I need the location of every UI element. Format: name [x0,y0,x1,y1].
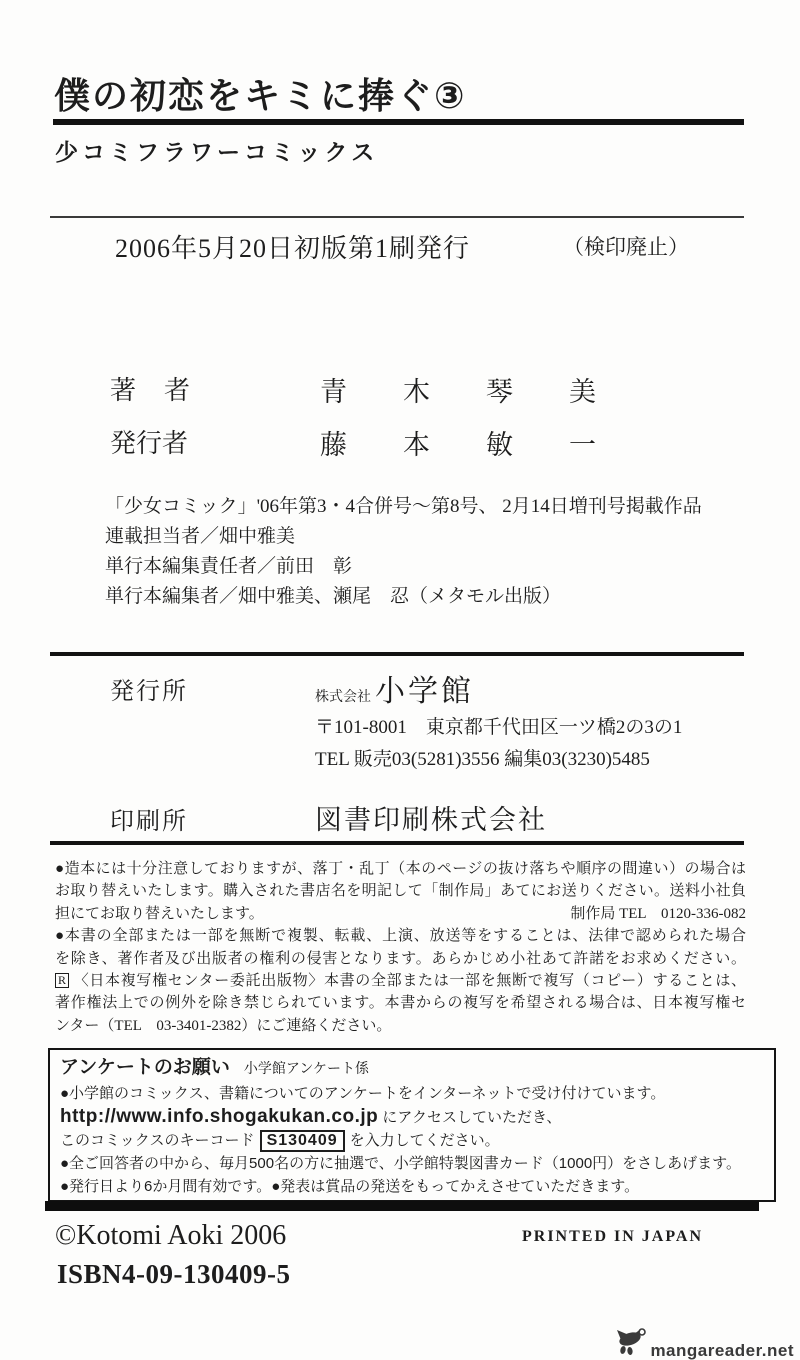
footer-black-bar [45,1201,759,1211]
survey-line-prize: ●全ご回答者の中から、毎月500名の方に抽選で、小学館特製図書カード（1000円）をさしあげます。 [60,1155,741,1172]
legal-line: お取り替えいたします。購入された書店名を明記して「制作局」あてにお送りください。送料小社負 [55,883,746,900]
publishing-company [315,666,474,710]
watermark-text: mangareader.net [650,1341,794,1360]
copy-rights-text: 〈日本複写権センター委託出版物〉本書の全部または一部を無断で複写（コピー）することは、 [73,973,746,990]
serialization-editor: 連載担当者／畑中雅美 [105,526,296,547]
publisher-address: 〒101-8001 東京都千代田区一ツ橋2の3の1 [315,717,683,738]
legal-line: を除き、著作者及び出版者の権利の侵害となります。あらかじめ小社あて許諾をお求めください。 [55,950,746,967]
survey-line-internet: ●小学館のコミックス、書籍についてのアンケートをインターネットで受け付けています。 [60,1085,666,1102]
legal-notices [55,858,746,1037]
mangareader-logo-icon [614,1326,648,1360]
keycode-prefix: このコミックスのキーコード [60,1132,255,1149]
survey-title: アンケートのお願い [60,1057,230,1078]
publisher-tel: TEL 販売03(5281)3556 編集03(3230)5485 [315,749,650,770]
edition-date: 2006年5月20日初版第1刷発行 [115,234,471,263]
publisher-bottom-rule [50,841,744,845]
legal-line: ●本書の全部または一部を無断で複製、転載、上演、放送等をすることは、法律で認められた場合 [55,928,746,945]
legal-line: ●造本には十分注意しておりますが、落丁・乱丁（本のページの抜け落ちや順序の間違い）の場合は [55,861,746,877]
registered-mark-icon: R [55,973,69,988]
survey-line-keycode [60,1129,764,1152]
author-name: 青木琴美 [320,377,652,407]
thin-divider-rule [50,216,744,218]
survey-request-box [48,1048,776,1202]
production-bureau-tel: 制作局 TEL 0120-336-082 [570,905,746,922]
survey-line-validity: ●発行日より6か月間有効です。●発表は賞品の発送をもってかえさせていただきます。 [60,1178,640,1195]
legal-line: 著作権法上での例外を除き禁じられています。本書からの複写を希望される場合は、日本複写権セ [55,995,746,1012]
publishing-office-label: 発行所 [110,679,188,705]
legal-line-left: 担にてお取り替えいたします。 [55,905,264,922]
printer-name: 図書印刷株式会社 [315,805,547,835]
publisher-top-rule [50,652,744,656]
imprint-line: 少コミフラワーコミックス [55,139,379,165]
legal-line [55,970,746,992]
publisher-person-name: 藤本敏一 [320,430,652,460]
edition-note: （検印廃止） [563,235,689,259]
serialization-block [105,492,702,612]
survey-subtitle: 小学館アンケート係 [243,1060,370,1076]
keycode-suffix: を入力してください。 [349,1132,500,1149]
survey-url: http://www.info.shogakukan.co.jp [60,1106,379,1127]
survey-line-url [60,1105,764,1129]
survey-header [60,1056,764,1080]
tankobon-editors: 単行本編集者／畑中雅美、瀬尾 忍（メタモル出版） [105,586,562,607]
copyright-line: ©Kotomi Aoki 2006 [55,1220,287,1251]
tankobon-chief-editor: 単行本編集責任者／前田 彰 [105,556,353,577]
title-divider-rule [53,119,744,125]
printed-in-japan: PRINTED IN JAPAN [522,1228,704,1245]
serialization-source: 「少女コミック」'06年第3・4合併号〜第8号、 2月14日増刊号掲載作品 [105,496,702,517]
company-name: 小学館 [375,675,474,708]
author-label: 著者 [110,376,219,405]
survey-url-suffix: にアクセスしていただき、 [382,1109,562,1126]
isbn-number: ISBN4-09-130409-5 [57,1259,291,1289]
site-watermark [614,1326,794,1360]
keycode-value: S130409 [260,1130,345,1152]
legal-line [55,903,746,925]
book-title: 僕の初恋をキミに捧ぐ③ [54,75,467,116]
publisher-person-label: 発行者 [110,429,189,458]
printer-label: 印刷所 [110,809,188,835]
company-prefix: 株式会社 [315,690,371,705]
legal-line: ンター（TEL 03-3401-2382）にご連絡ください。 [55,1017,392,1034]
